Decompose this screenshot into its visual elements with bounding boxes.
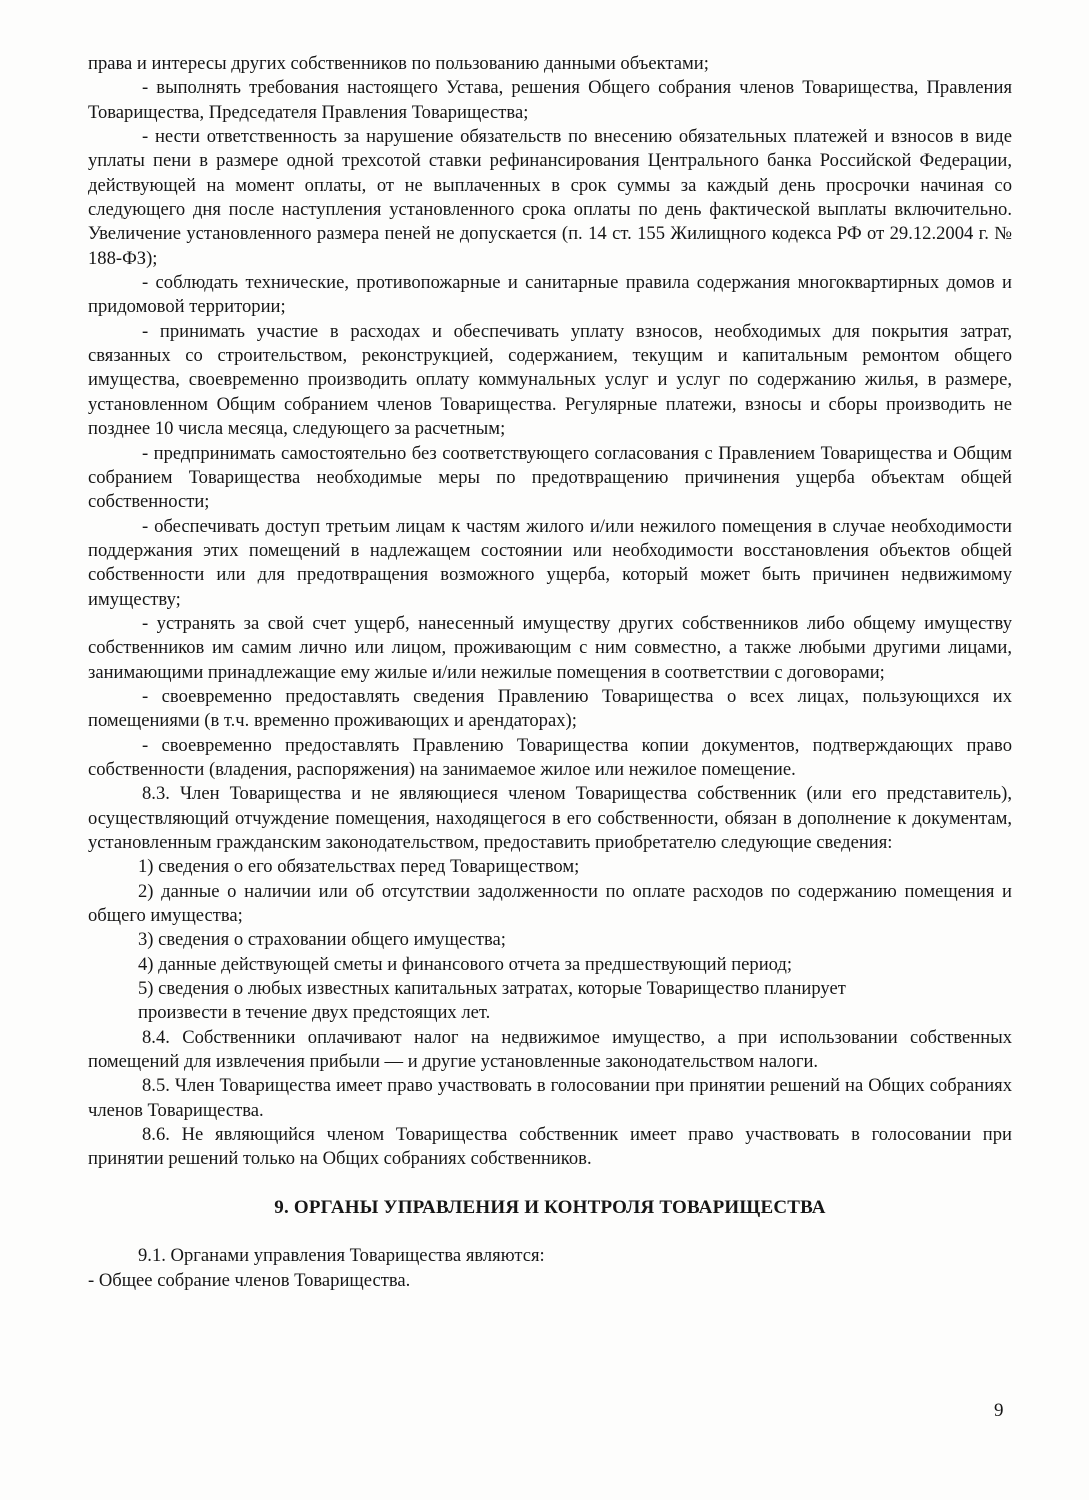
list-item-repair-damage: - устранять за свой счет ущерб, нанесенный имуществу других собственников либо общему имуществу собственников им самим лично или лицом, проживающим с ним совместно, а также любыми другими лицами, занимающими принадлежащие ему жилые и/или нежилые помещения в соответствии с договорами; <box>88 612 1012 683</box>
list-item-liability-penalty: - нести ответственность за нарушение обязательств по внесению обязательных платежей и взносов в виде уплаты пени в размере одной трехсотой ставки рефинансирования Центрального банка Российской Федерации, действующей на момент оплаты, от не выплаченных в срок суммы за каждый день просрочки начиная со следующего дня после наступления установленного срока оплаты по день фактической выплаты включительно. Увеличение установленного размера пеней не допускается (п. 14 ст. 155 Жилищного кодекса РФ от 29.12.2004 г. № 188-ФЗ); <box>88 126 1012 269</box>
list-item-expenses-payment: - принимать участие в расходах и обеспечивать уплату взносов, необходимых для покрытия затрат, связанных со строительством, реконструкцией, содержанием, текущим и капитальным ремонтом общего имущества, своевременно производить оплату коммунальных услуг и услуг по содержанию жилья, в размере, установленном Общим собранием членов Товарищества. Регулярные платежи, взносы и сборы производить не позднее 10 числа месяца, следующего за расчетным; <box>88 320 1012 440</box>
clause-8-3-item-2: 2) данные о наличии или об отсутствии задолженности по оплате расходов по содержанию помещения и общего имущества; <box>88 880 1012 927</box>
clause-9-1-item-1: - Общее собрание членов Товарищества. <box>88 1269 411 1291</box>
clause-8-3: 8.3. Член Товарищества и не являющиеся членом Товарищества собственник (или его представитель), осуществляющий отчуждение помещения, находящегося в его собственности, обязан в дополнение к документам, установленным гражданским законодательством, предоставить приобретателю следующие сведения: <box>88 783 1012 853</box>
list-item-ownership-documents: - своевременно предоставлять Правлению Товарищества копии документов, подтверждающих право собственности (владения, распоряжения) на занимаемое жилое или нежилое помещение. <box>88 734 1012 780</box>
clause-8-4: 8.4. Собственники оплачивают налог на недвижимое имущество, а при использовании собственных помещений для извлечения прибыли — и другие установленные законодательством налоги. <box>88 1026 1012 1073</box>
page-number: 9 <box>994 1400 1004 1421</box>
clause-8-3-item-3: 3) сведения о страховании общего имущества; <box>138 929 506 951</box>
clause-8-3-item-1: 1) сведения о его обязательствах перед Товариществом; <box>138 856 580 878</box>
list-item-observe-rules: - соблюдать технические, противопожарные и санитарные правила содержания многоквартирных домов и придомовой территории; <box>88 272 1012 318</box>
clause-8-5: 8.5. Член Товарищества имеет право участвовать в голосовании при принятии решений на Общих собраниях членов Товарищества. <box>88 1075 1012 1121</box>
list-item-prevent-damage: - предпринимать самостоятельно без соответствующего согласования с Правлением Товарищества и Общим собранием Товарищества необходимые меры по предотвращению причинения ущерба объектам общей собственности; <box>88 442 1012 513</box>
paragraph-rights-continuation: права и интересы других собственников по пользованию данными объектами; <box>88 53 709 74</box>
clause-8-3-item-5-continuation: произвести в течение двух предстоящих лет. <box>138 1002 491 1024</box>
section-9-heading: 9. ОРГАНЫ УПРАВЛЕНИЯ И КОНТРОЛЯ ТОВАРИЩЕСТВА <box>274 1196 826 1218</box>
clause-8-3-item-5: 5) сведения о любых известных капитальных затратах, которые Товарищество планирует <box>138 978 846 1000</box>
document-body <box>88 52 1012 1293</box>
list-item-occupant-info: - своевременно предоставлять сведения Правлению Товарищества о всех лицах, пользующихся их помещениями (в т.ч. временно проживающих и арендаторах); <box>88 685 1012 732</box>
list-item-follow-charter: - выполнять требования настоящего Устава, решения Общего собрания членов Товарищества, Правления Товарищества, Председателя Правления Товарищества; <box>88 77 1012 123</box>
clause-8-6: 8.6. Не являющийся членом Товарищества собственник имеет право участвовать в голосовании при принятии решений только на Общих собраниях собственников. <box>88 1124 1012 1170</box>
clause-8-3-item-4: 4) данные действующей сметы и финансового отчета за предшествующий период; <box>138 953 793 975</box>
clause-9-1: 9.1. Органами управления Товарищества являются: <box>138 1245 545 1267</box>
list-item-provide-access: - обеспечивать доступ третьим лицам к частям жилого и/или нежилого помещения в случае необходимости поддержания этих помещений в надлежащем состоянии или необходимости восстановления объектов общей собственности или для предотвращения возможного ущерба, который может быть причинен недвижимому имуществу; <box>88 515 1012 610</box>
